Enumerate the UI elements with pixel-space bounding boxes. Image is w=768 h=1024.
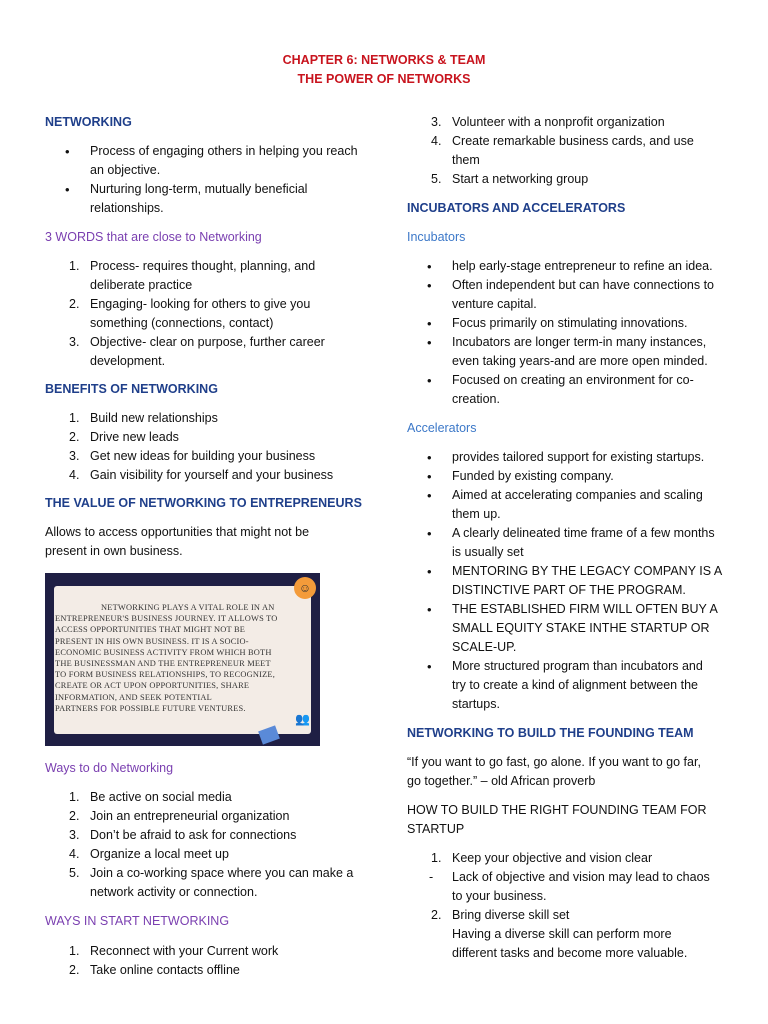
accelerators-list — [407, 448, 747, 714]
benefits-heading: BENEFITS OF NETWORKING — [45, 382, 218, 396]
list-item: • Aimed at accelerating companies and scaling them up. — [427, 488, 703, 521]
start-networking-heading: WAYS IN START NETWORKING — [45, 914, 230, 928]
list-item: 1. Be active on social media — [69, 790, 232, 804]
list-item: • THE ESTABLISHED FIRM WILL OFTEN BUY A SMALL EQUITY STAKE INTHE STARTUP OR SCALE-UP. — [427, 602, 718, 654]
list-item: 2. Join an entrepreneurial organization — [69, 809, 290, 823]
networking-heading: NETWORKING — [45, 115, 132, 129]
incubators-accelerators-heading: INCUBATORS AND ACCELERATORS — [407, 201, 626, 215]
benefits-list — [45, 409, 375, 485]
founding-team-heading: NETWORKING TO BUILD THE FOUNDING TEAM — [407, 726, 694, 740]
list-item: 2. Drive new leads — [69, 430, 179, 444]
list-item: - Lack of objective and vision may lead to chaos to your business. — [429, 870, 710, 903]
people-group-icon: 👥 — [295, 712, 310, 726]
start-networking-list — [45, 942, 375, 980]
left-column-lower — [45, 759, 375, 980]
list-item: • Incubators are longer term-in many instances, even taking years-and are more open minded. — [427, 335, 708, 368]
list-item: 1. Process- requires thought, planning, and deliberate practice — [69, 259, 316, 292]
list-item: 3. Objective- clear on purpose, further career development. — [69, 335, 325, 368]
banner-text: NETWORKING PLAYS A VITAL ROLE IN AN ENTREPRENEUR'S BUSINESS JOURNEY. IT ALLOWS TO ACCESS OPPORTUNITIES THAT MIGHT NOT BE PRESENT IN HIS OWN BUSINESS. IT IS A SOCIO- ECONOMIC BUSINESS ACTIVITY FROM WHICH BOTH THE BUSINESSMAN AND THE ENTREPRENEUR MEET TO FORM BUSINESS RELATIONSHIPS, TO RECOGNIZE, CREATE OR ACT UPON OPPORTUNITIES, SHARE INFORMATION, AND SEEK POTENTIAL PARTNERS FOR POSSIBLE FUTURE VENTURES. — [55, 603, 278, 713]
list-item: • More structured program than incubators and try to create a kind of alignment between the startups. — [427, 659, 703, 711]
list-item: • A clearly delineated time frame of a few months is usually set — [427, 526, 715, 559]
list-item: 3. Volunteer with a nonprofit organization — [431, 115, 665, 129]
incubators-heading: Incubators — [407, 230, 466, 244]
list-item: • Nurturing long-term, mutually beneficial relationships. — [65, 182, 308, 215]
right-column — [407, 113, 747, 963]
list-item: 2. Bring diverse skill set Having a diverse skill can perform more different tasks and become more valuable. — [431, 908, 688, 960]
list-item: • Process of engaging others in helping you reach an objective. — [65, 144, 358, 177]
list-item: • Focused on creating an environment for co- creation. — [427, 373, 694, 406]
list-item: 2. Engaging- looking for others to give you something (connections, contact) — [69, 297, 311, 330]
list-item: 3. Don’t be afraid to ask for connections — [69, 828, 297, 842]
smiley-sun-icon: ☺ — [294, 577, 316, 599]
list-item: • Funded by existing company. — [427, 469, 614, 484]
proverb-quote: “If you want to go fast, go alone. If you want to go far, go together.” – old African proverb — [407, 755, 701, 788]
value-text: Allows to access opportunities that might not be present in own business. — [45, 525, 310, 558]
start-networking-list-continued — [407, 113, 747, 189]
list-item: • help early-stage entrepreneur to refine an idea. — [427, 259, 713, 274]
value-heading: THE VALUE OF NETWORKING TO ENTREPRENEURS — [45, 496, 362, 510]
chapter-title: CHAPTER 6: NETWORKS & TEAM — [282, 53, 486, 67]
how-to-build-heading: HOW TO BUILD THE RIGHT FOUNDING TEAM FOR STARTUP — [407, 803, 707, 836]
list-item: 2. Take online contacts offline — [69, 963, 240, 977]
list-item: 1. Reconnect with your Current work — [69, 944, 279, 958]
networking-banner-image — [45, 573, 320, 746]
founding-team-list — [407, 849, 747, 963]
three-words-heading: 3 WORDS that are close to Networking — [45, 230, 262, 244]
list-item: 4. Organize a local meet up — [69, 847, 229, 861]
list-item: 1. Keep your objective and vision clear — [431, 851, 653, 865]
accelerators-heading: Accelerators — [407, 421, 477, 435]
list-item: 1. Build new relationships — [69, 411, 218, 425]
ways-list — [45, 788, 375, 902]
list-item: • Often independent but can have connections to venture capital. — [427, 278, 714, 311]
list-item: 4. Create remarkable business cards, and use them — [431, 134, 694, 167]
left-column — [45, 113, 375, 561]
list-item: 3. Get new ideas for building your business — [69, 449, 316, 463]
three-words-list — [45, 257, 375, 371]
incubators-list — [407, 257, 747, 409]
chapter-subtitle: THE POWER OF NETWORKS — [297, 72, 471, 86]
list-item: 4. Gain visibility for yourself and your business — [69, 468, 334, 482]
ways-heading: Ways to do Networking — [45, 761, 174, 775]
networking-list — [45, 142, 375, 218]
list-item: • provides tailored support for existing startups. — [427, 450, 705, 465]
list-item: • MENTORING BY THE LEGACY COMPANY IS A DISTINCTIVE PART OF THE PROGRAM. — [427, 564, 723, 597]
list-item: 5. Start a networking group — [431, 172, 589, 186]
list-item: 5. Join a co-working space where you can make a network activity or connection. — [69, 866, 354, 899]
list-item: • Focus primarily on stimulating innovations. — [427, 316, 688, 331]
